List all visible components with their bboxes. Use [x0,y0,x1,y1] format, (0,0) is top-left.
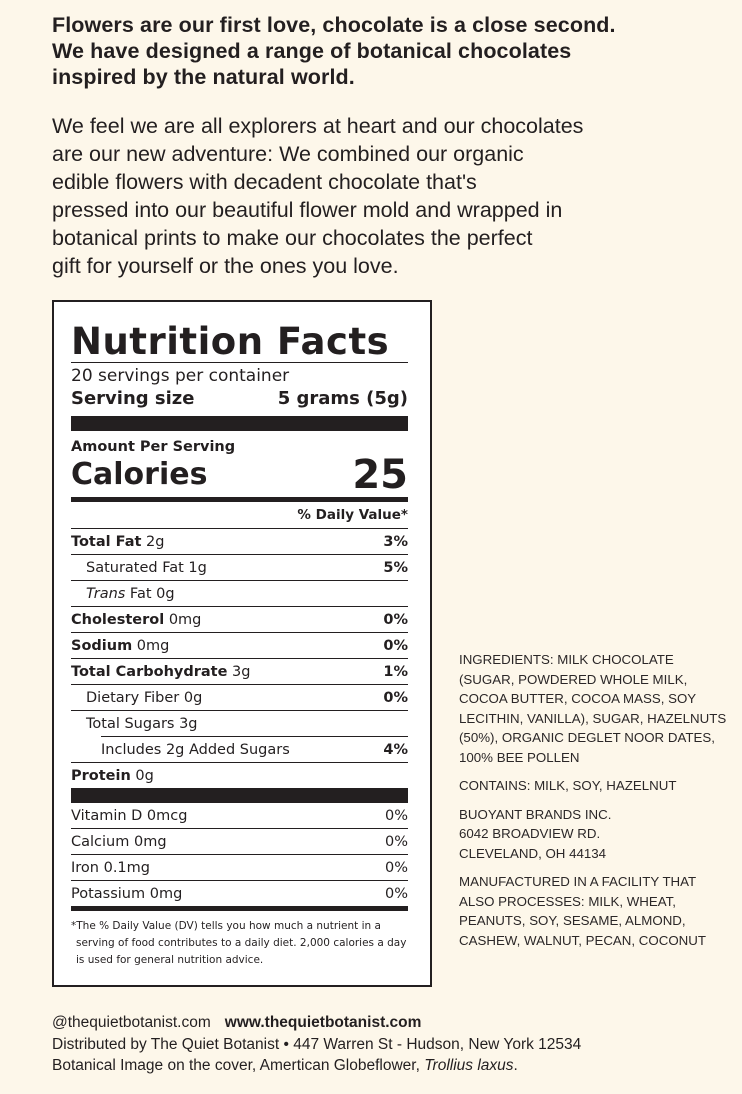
vitamin-pct: 0% [384,859,408,876]
daily-value-header: % Daily Value* [297,507,408,523]
vitamin-row-iron [71,854,408,880]
nutrient-row-saturated-fat [71,554,408,580]
nutrient-row-sodium [71,632,408,658]
nutrition-facts-label [52,300,432,987]
nutrient-row-trans-fat [71,580,408,606]
vitamin-name: Potassium 0mg [71,885,183,902]
vitamin-name: Iron 0.1mg [71,859,150,876]
story-line: botanical prints to make our chocolates the perfect [52,226,533,250]
vitamin-pct: 0% [384,833,408,850]
nutrient-name: Total Sugars 3g [86,715,198,732]
ingredients-text: INGREDIENTS: MILK CHOCOLATE (SUGAR, POWDERED WHOLE MILK, COCOA BUTTER, COCOA MASS, SOY LECITHIN, VANILLA), SUGAR, HAZELNUTS (50%), ORGANIC DEGLET NOOR DATES, 100% BEE POLLEN [459,652,727,765]
nutrient-pct: 5% [383,559,408,576]
serving-size-value: 5 grams (5g) [277,388,408,409]
amount-per-serving: Amount Per Serving [71,439,236,455]
nutrient-row-dietary-fiber [71,684,408,710]
serving-size [71,387,408,411]
medium-divider [71,906,408,911]
story-paragraph [52,112,732,280]
story-line: gift for yourself or the ones you love. [52,254,399,278]
nutrient-pct: 4% [383,741,408,758]
vitamin-row-vitamin-d [71,803,408,828]
calories-label: Calories [71,457,208,492]
nutrient-row-total-fat [71,528,408,554]
story-line: pressed into our beautiful flower mold and wrapped in [52,198,563,222]
nutrient-pct: 0% [383,637,408,654]
thick-divider [71,788,408,803]
nutrient-name: Total Fat 2g [71,533,165,550]
intro-line: inspired by the natural world. [52,65,355,89]
company-address: BUOYANT BRANDS INC. 6042 BROADVIEW RD. CLEVELAND, OH 44134 [459,806,612,861]
calories [71,452,408,498]
nutrient-row-protein [71,762,408,788]
allergen-contains: CONTAINS: MILK, SOY, HAZELNUT [459,778,677,793]
story-line: We feel we are all explorers at heart and our chocolates [52,114,584,138]
vitamin-row-potassium [71,880,408,906]
nutrient-name: Sodium 0mg [71,637,170,654]
nutrient-name: Total Carbohydrate 3g [71,663,251,680]
social-handle: @thequietbotanist.com [52,1014,211,1031]
serving-size-label: Serving size [71,388,195,409]
vitamin-row-calcium [71,828,408,854]
vitamin-name: Vitamin D 0mcg [71,807,188,824]
nutrient-pct: 0% [383,689,408,706]
nutrient-name: Dietary Fiber 0g [86,689,203,706]
nutrient-row-total-carbohydrate [71,658,408,684]
product-info [459,650,729,959]
image-credit: Botanical Image on the cover, Amertican Globeflower, Trollius laxus. [52,1057,518,1074]
calories-value: 25 [352,452,408,498]
nutrition-title: Nutrition Facts [71,320,390,363]
thick-divider [71,416,408,431]
vitamin-name: Calcium 0mg [71,833,167,850]
vitamin-pct: 0% [384,807,408,824]
footer-links [52,1012,742,1034]
vitamin-pct: 0% [384,885,408,902]
facility-statement: MANUFACTURED IN A FACILITY THAT ALSO PROCESSES: MILK, WHEAT, PEANUTS, SOY, SESAME, ALMOND, CASHEW, WALNUT, PECAN, COCONUT [459,874,706,948]
daily-value-footnote: *The % Daily Value (DV) tells you how much a nutrient in a serving of food contributes to a daily diet. 2,000 calories a day is used for general nutrition advice. [71,920,407,966]
nutrient-name: Saturated Fat 1g [86,559,207,576]
nutrient-row-cholesterol [71,606,408,632]
intro-line: Flowers are our first love, chocolate is a close second. [52,13,616,37]
nutrient-name: Protein 0g [71,767,154,784]
footer [52,1012,742,1077]
nutrient-name: Cholesterol 0mg [71,611,202,628]
nutrient-pct: 1% [383,663,408,680]
intro-line: We have designed a range of botanical chocolates [52,39,572,63]
website-url: www.thequietbotanist.com [224,1014,422,1031]
nutrient-name: Trans Fat 0g [86,585,175,602]
story-line: are our new adventure: We combined our organic [52,142,524,166]
nutrient-pct: 3% [383,533,408,550]
servings-per-container: 20 servings per container [71,366,290,386]
nutrient-name: Includes 2g Added Sugars [101,741,290,758]
story-line: edible flowers with decadent chocolate that's [52,170,477,194]
distributor-line: Distributed by The Quiet Botanist • 447 Warren St - Hudson, New York 12534 [52,1035,582,1053]
intro-heading [52,12,732,90]
nutrient-row-total-sugars [71,710,408,736]
nutrient-pct: 0% [383,611,408,628]
nutrient-row-added-sugars [101,736,408,762]
